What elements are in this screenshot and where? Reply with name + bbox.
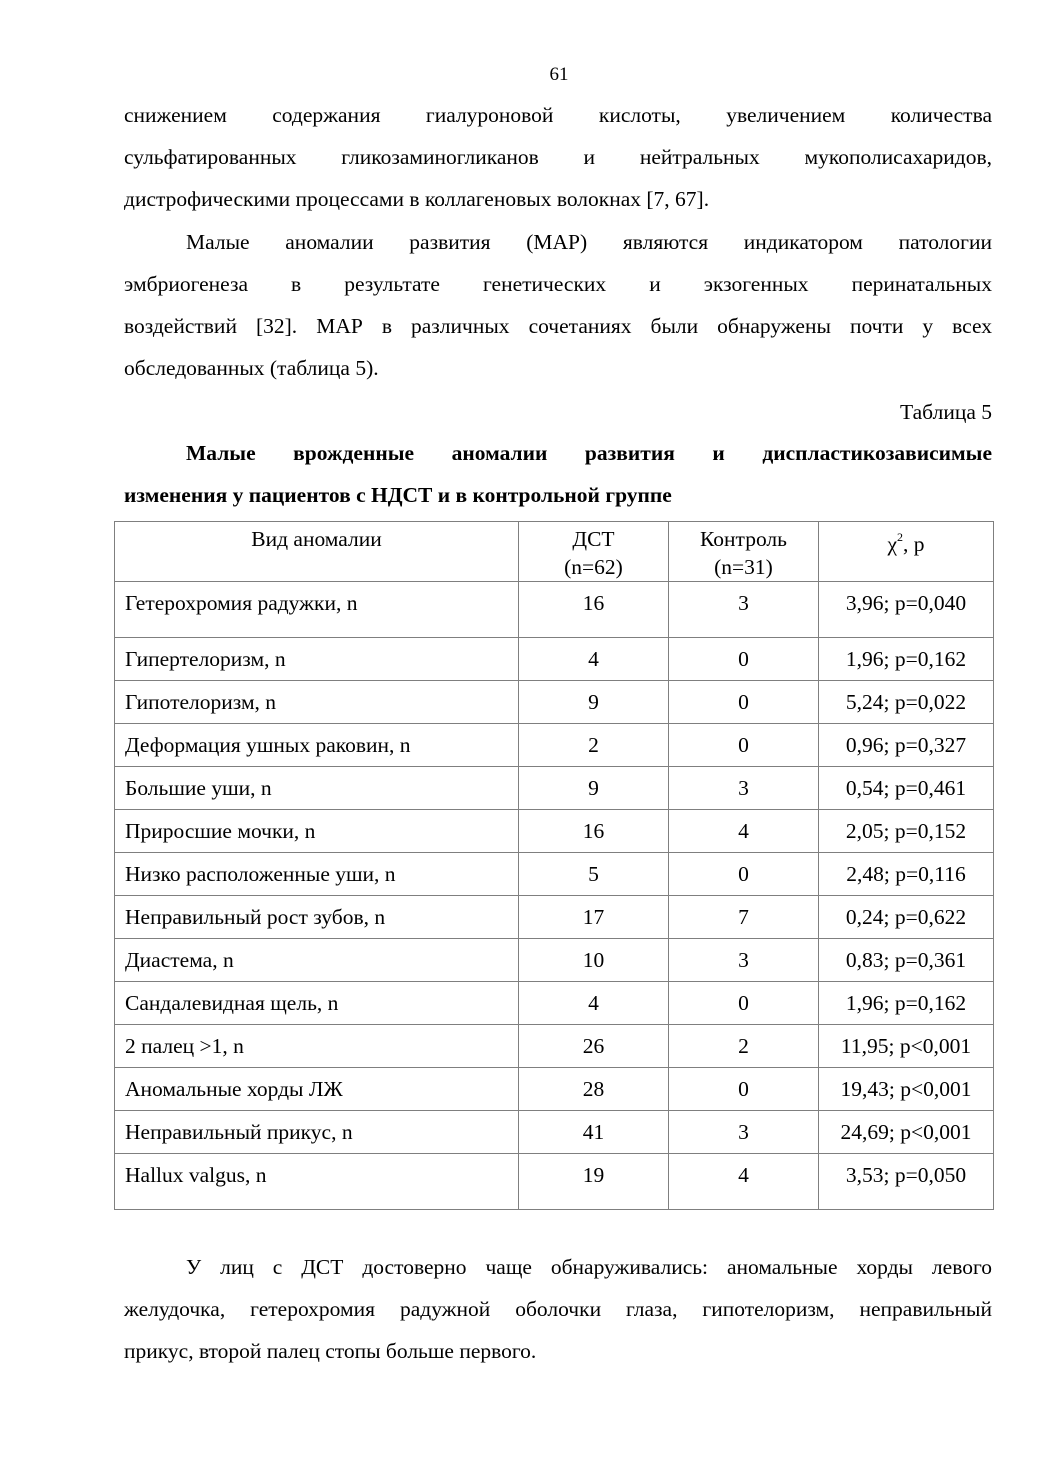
dst-count-cell: 5: [519, 853, 669, 896]
text-line: обследованных (таблица 5).: [124, 356, 379, 380]
dst-count-cell: 16: [519, 582, 669, 638]
table-row: [115, 982, 994, 1025]
control-count-cell: 0: [669, 638, 819, 681]
chi-square-cell: 0,54; p=0,461: [819, 767, 994, 810]
text-line: дистрофическими процессами в коллагеновых волокнах [7, 67].: [124, 187, 710, 211]
table-number: Таблица 5: [900, 400, 992, 424]
anomaly-name-cell: Сандалевидная щель, n: [115, 982, 519, 1025]
dst-count-cell: 19: [519, 1154, 669, 1210]
dst-count-cell: 9: [519, 767, 669, 810]
table-row: [115, 896, 994, 939]
table-row: [115, 1068, 994, 1111]
chi-square-cell: 0,24; p=0,622: [819, 896, 994, 939]
table-row: [115, 582, 994, 638]
table-row: [115, 1154, 994, 1210]
anomaly-name-cell: Гипертелоризм, n: [115, 638, 519, 681]
anomaly-name-cell: Неправильный прикус, n: [115, 1111, 519, 1154]
control-count-cell: 3: [669, 939, 819, 982]
header-control: [669, 522, 819, 582]
anomaly-name-cell: Неправильный рост зубов, n: [115, 896, 519, 939]
anomaly-name-cell: Аномальные хорды ЛЖ: [115, 1068, 519, 1111]
dst-count-cell: 4: [519, 982, 669, 1025]
header-dst-n: (n=62): [564, 555, 623, 579]
text-line: У лиц с ДСТ достоверно чаще обнаруживались: аномальные хорды левого: [186, 1255, 992, 1279]
chi-square-cell: 3,53; p=0,050: [819, 1154, 994, 1210]
chi-label: [887, 525, 924, 558]
anomaly-name-cell: Диастема, n: [115, 939, 519, 982]
chi-square-cell: 0,96; p=0,327: [819, 724, 994, 767]
table-row: [115, 939, 994, 982]
control-count-cell: 0: [669, 724, 819, 767]
chi-square-cell: 1,96; p=0,162: [819, 982, 994, 1025]
dst-count-cell: 26: [519, 1025, 669, 1068]
chi-square-cell: 11,95; p<0,001: [819, 1025, 994, 1068]
dst-count-cell: 16: [519, 810, 669, 853]
dst-count-cell: 10: [519, 939, 669, 982]
text-line: воздействий [32]. МАР в различных сочетаниях были обнаружены почти у всех: [124, 314, 992, 338]
header-dst-title: ДСТ: [572, 527, 615, 551]
header-chi-square: [819, 522, 994, 582]
table-row: [115, 810, 994, 853]
header-anomaly: Вид аномалии: [115, 522, 519, 582]
text-line: сульфатированных гликозаминогликанов и нейтральных мукополисахаридов,: [124, 145, 992, 169]
chi-square-cell: 3,96; p=0,040: [819, 582, 994, 638]
table-row: [115, 724, 994, 767]
control-count-cell: 4: [669, 1154, 819, 1210]
anomaly-name-cell: Гетерохромия радужки, n: [115, 582, 519, 638]
anomaly-name-cell: Низко расположенные уши, n: [115, 853, 519, 896]
text-line: желудочка, гетерохромия радужной оболочки глаза, гипотелоризм, неправильный: [124, 1297, 992, 1321]
anomaly-name-cell: Приросшие мочки, n: [115, 810, 519, 853]
chi-square-cell: 2,05; p=0,152: [819, 810, 994, 853]
anomaly-name-cell: Hallux valgus, n: [115, 1154, 519, 1210]
caption-line: Малые врожденные аномалии развития и диспластикозависимые: [186, 441, 992, 465]
anomalies-table: [114, 521, 994, 1210]
chi-exponent: 2: [897, 530, 904, 544]
chi-symbol: χ: [887, 532, 898, 557]
table-row: [115, 638, 994, 681]
header-dst: [519, 522, 669, 582]
table-row: [115, 1111, 994, 1154]
dst-count-cell: 9: [519, 681, 669, 724]
header-control-n: (n=31): [714, 555, 773, 579]
anomaly-name-cell: Большие уши, n: [115, 767, 519, 810]
chi-square-cell: 1,96; p=0,162: [819, 638, 994, 681]
control-count-cell: 0: [669, 982, 819, 1025]
table-row: [115, 1025, 994, 1068]
control-count-cell: 2: [669, 1025, 819, 1068]
page-number: 61: [549, 64, 569, 85]
text-line: эмбриогенеза в результате генетических и экзогенных перинатальных: [124, 272, 992, 296]
control-count-cell: 3: [669, 767, 819, 810]
control-count-cell: 3: [669, 1111, 819, 1154]
dst-count-cell: 2: [519, 724, 669, 767]
anomaly-name-cell: Гипотелоризм, n: [115, 681, 519, 724]
chi-p: , p: [903, 532, 925, 557]
text-line: снижением содержания гиалуроновой кислоты, увеличением количества: [124, 103, 992, 127]
table-row: [115, 767, 994, 810]
control-count-cell: 4: [669, 810, 819, 853]
control-count-cell: 0: [669, 853, 819, 896]
anomaly-name-cell: Деформация ушных раковин, n: [115, 724, 519, 767]
dst-count-cell: 4: [519, 638, 669, 681]
control-count-cell: 7: [669, 896, 819, 939]
table-header-row: [115, 522, 994, 582]
dst-count-cell: 17: [519, 896, 669, 939]
table-row: [115, 681, 994, 724]
header-control-title: Контроль: [700, 527, 787, 551]
dst-count-cell: 41: [519, 1111, 669, 1154]
text-line: прикус, второй палец стопы больше первого.: [124, 1339, 537, 1363]
chi-square-cell: 19,43; p<0,001: [819, 1068, 994, 1111]
control-count-cell: 0: [669, 1068, 819, 1111]
chi-square-cell: 5,24; p=0,022: [819, 681, 994, 724]
text-line: Малые аномалии развития (МАР) являются индикатором патологии: [186, 230, 992, 254]
chi-square-cell: 24,69; p<0,001: [819, 1111, 994, 1154]
table-row: [115, 853, 994, 896]
chi-square-cell: 2,48; p=0,116: [819, 853, 994, 896]
dst-count-cell: 28: [519, 1068, 669, 1111]
anomaly-name-cell: 2 палец >1, n: [115, 1025, 519, 1068]
chi-square-cell: 0,83; p=0,361: [819, 939, 994, 982]
control-count-cell: 0: [669, 681, 819, 724]
control-count-cell: 3: [669, 582, 819, 638]
caption-line: изменения у пациентов с НДСТ и в контрольной группе: [124, 483, 672, 507]
